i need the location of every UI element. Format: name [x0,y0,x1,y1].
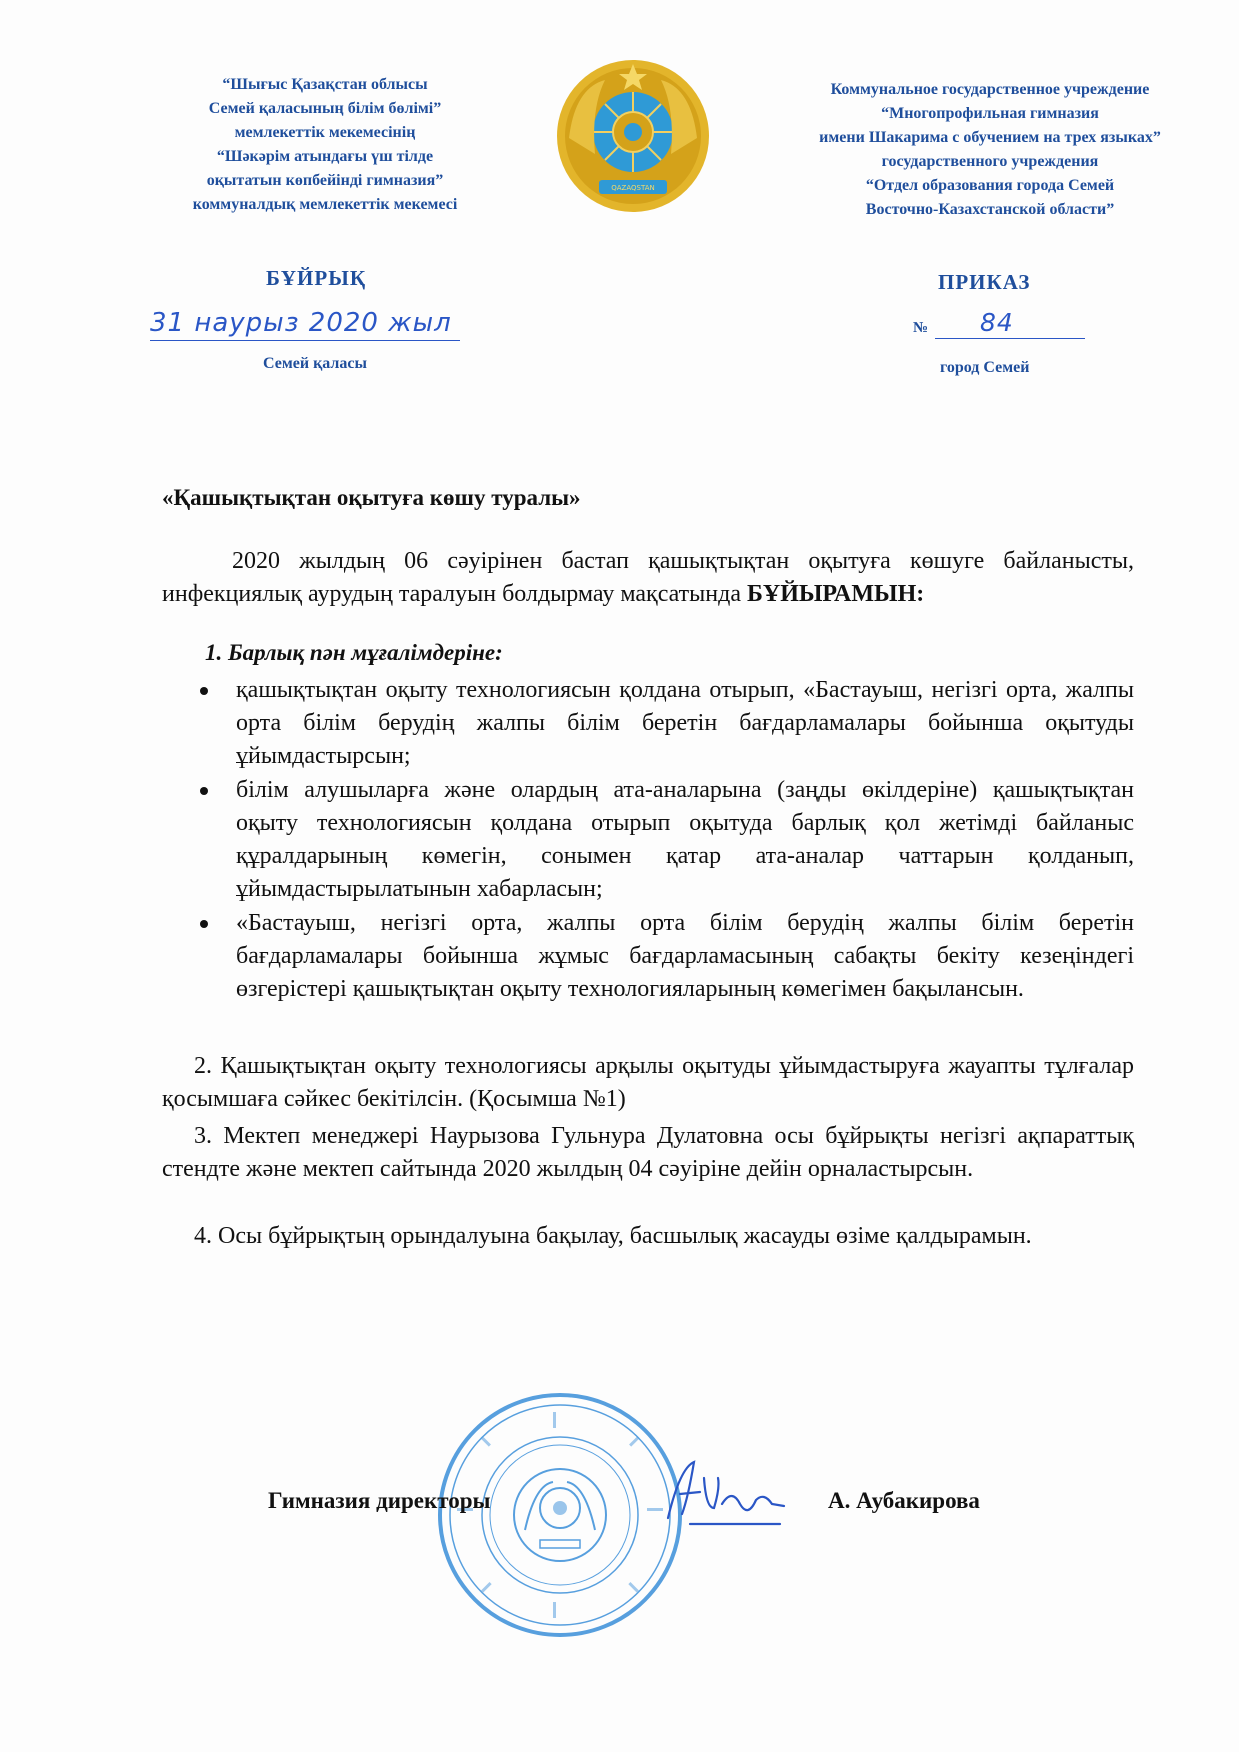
number-underline [935,338,1085,339]
state-emblem-icon [555,58,711,214]
bullet-text: қашықтықтан оқыту технологиясын қолдана отырып, «Бастауыш, негізгі орта, жалпы орта білім берудің жалпы білім беретін бағдарламалары бойынша оқытуды ұйымдастырсын; [236,677,1134,769]
org-kz-line: Семей қаласының білім бөлімі” [208,100,442,117]
signatory-title: Гимназия директоры [268,1488,491,1513]
org-ru-line: имени Шакарима с обучением на трех языках” [819,129,1161,146]
intro-paragraph [162,545,1134,611]
item2-paragraph: 2. Қашықтықтан оқыту технологиясы арқылы оқытуды ұйымдастыруға жауапты тұлғалар қосымшаға сәйкес бекітілсін. (Қосымша №1) [162,1053,1134,1112]
doc-type-ru: ПРИКАЗ [938,270,1031,294]
org-header-ru [775,78,1205,222]
org-ru-line: “Многопрофильная гимназия [881,105,1099,122]
bullet-icon [200,687,208,695]
bullet-text: білім алушыларға және олардың ата-аналарына (заңды өкілдеріне) қашықтықтан оқыту технологиясын қолдана отырып оқытуда барлық қол жетімді байланыс құралдарының көмегін, сонымен қатар ата-аналар чаттарын қолданып, ұйымдастырылатынын хабарласын; [236,777,1134,902]
list-item [190,674,1134,773]
bullet-list [190,674,1134,1007]
official-stamp-icon [435,1390,685,1640]
org-ru-line: Восточно-Казахстанской области” [865,201,1115,218]
intro-text: 2020 жылдың 06 сәуірінен бастап қашықтықтан оқытуға көшуге байланысты, инфекциялық аурудың таралуын болдырмау мақсатында [162,548,1134,607]
org-header-kz [150,73,500,217]
org-kz-line: “Шығыс Қазақстан облысы [222,76,428,93]
document-title: «Қашықтықтан оқытуға көшу туралы» [162,485,581,510]
org-ru-line: государственного учреждения [881,153,1099,170]
number-label: № [913,320,929,336]
doc-type-kz: БҰЙРЫҚ [266,266,367,290]
org-kz-line: коммуналдық мемлекеттік мекемесі [192,196,458,213]
org-kz-line: оқытатын көпбейінді гимназия” [206,172,444,189]
item4-paragraph: 4. Осы бұйрықтың орындалуына бақылау, басшылық жасауды өзіме қалдырамын. [194,1223,1032,1249]
city-kz: Семей қаласы [263,355,367,372]
org-kz-line: “Шәкәрім атындағы үш тілде [216,148,434,165]
org-kz-line: мемлекеттік мекемесінің [234,124,416,141]
handwritten-number: 84 [980,308,1014,337]
bullet-icon [200,920,208,928]
emblem-text: QAZAQSTAN [611,184,655,192]
item3-paragraph: 3. Мектеп менеджері Наурызова Гульнура Дулатовна осы бұйрықты негізгі ақпараттық стендте және мектеп сайтында 2020 жылдың 04 сәуіріне дейін орналастырсын. [162,1123,1134,1182]
signatory-name: А. Аубакирова [828,1488,980,1513]
bullet-text: «Бастауыш, негізгі орта, жалпы орта білім берудің жалпы білім беретін бағдарламалары бойынша жұмыс бағдарламасының сабақты бекіту кезеңіндегі өзгерістері қашықтықтан оқыту технологияларының көмегімен бақылансын. [236,910,1134,1002]
handwritten-date: 31 наурыз 2020 жыл [150,308,460,341]
list-item [190,774,1134,906]
org-ru-line: “Отдел образования города Семей [865,177,1115,194]
org-ru-line: Коммунальное государственное учреждение [830,81,1150,98]
list-item [190,907,1134,1006]
item1-heading: 1. Барлық пән мұғалімдеріне: [205,640,503,665]
order-word: БҰЙЫРАМЫН: [747,581,925,607]
city-ru: город Семей [940,359,1030,376]
bullet-icon [200,787,208,795]
handwritten-signature-icon [660,1448,790,1538]
